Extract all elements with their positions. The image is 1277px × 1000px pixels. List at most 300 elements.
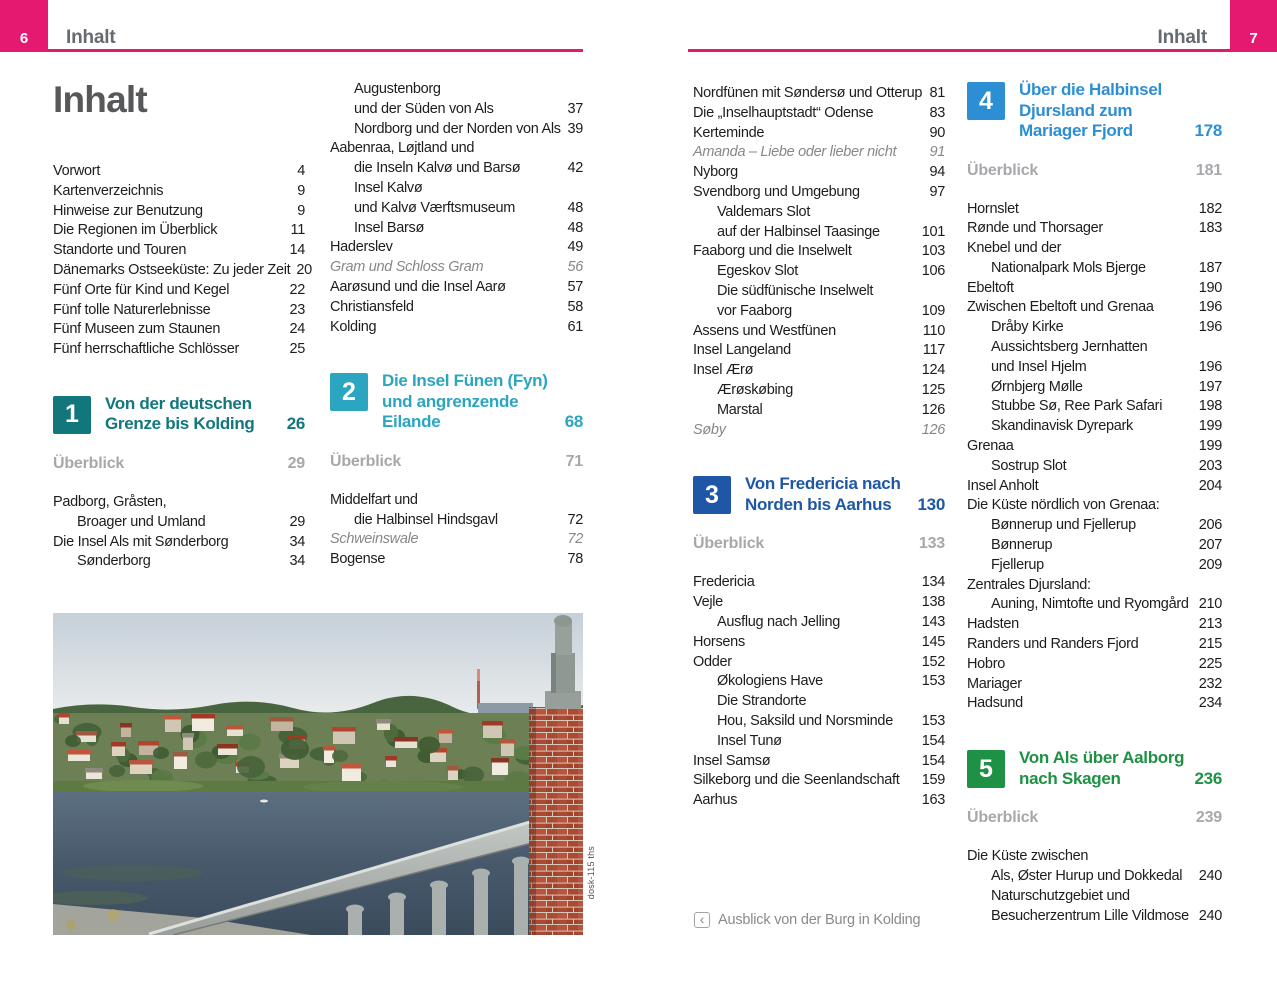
toc-row — [693, 752, 945, 772]
photo-sky — [53, 613, 583, 717]
toc-row — [967, 516, 1222, 536]
toc-column-left-2 — [330, 80, 583, 570]
toc-row — [330, 298, 583, 318]
toc-row — [693, 322, 945, 342]
toc-row — [967, 318, 1222, 338]
section-title — [745, 474, 945, 515]
toc-entry-label: Fünf tolle Naturerlebnisse — [53, 301, 211, 318]
section-page-number: 236 — [1194, 768, 1222, 788]
toc-entry-label: Ausflug nach Jelling — [717, 613, 840, 630]
toc-row — [967, 595, 1222, 615]
toc-entry-page: 213 — [1198, 616, 1222, 633]
section-heading — [693, 476, 945, 515]
toc-entry-label: Kerteminde — [693, 124, 765, 141]
overview-label: Überblick — [53, 454, 125, 472]
page-title: Inhalt — [53, 79, 147, 120]
section-title-line — [382, 392, 583, 413]
toc-rows — [53, 162, 312, 360]
toc-entry-page: 154 — [921, 752, 945, 769]
toc-entry-label: Ærøskøbing — [717, 381, 793, 398]
toc-row — [53, 533, 305, 553]
toc-entry-label: Hadsund — [967, 695, 1023, 712]
toc-rows — [693, 84, 945, 440]
toc-row — [330, 179, 583, 199]
toc-row — [967, 200, 1222, 220]
toc-entry-page: 48 — [567, 219, 583, 236]
caption-text: Ausblick von der Burg in Kolding — [718, 912, 921, 928]
toc-row — [967, 378, 1222, 398]
toc-entry-label: Hou, Saksild und Norsminde — [717, 712, 893, 729]
toc-entry-page: 109 — [921, 302, 945, 319]
small-boat — [260, 800, 268, 803]
toc-entry-label: Insel Kalvø — [354, 179, 423, 196]
toc-entry-page: 39 — [567, 120, 583, 137]
toc-entry-page: 196 — [1198, 358, 1222, 375]
toc-entry-label: Sostrup Slot — [991, 457, 1067, 474]
toc-entry-label: Hadsten — [967, 616, 1019, 633]
toc-row — [693, 124, 945, 144]
section-title-line — [382, 412, 583, 433]
toc-rows — [693, 573, 945, 811]
toc-entry-page: 126 — [921, 421, 945, 438]
toc-entry-page: 210 — [1198, 596, 1222, 613]
toc-row — [693, 104, 945, 124]
toc-entry-page: 103 — [921, 243, 945, 260]
page-number: 7 — [1249, 30, 1258, 47]
toc-entry-page: 187 — [1198, 259, 1222, 276]
section-title-text: Eilande — [382, 412, 441, 432]
toc-row — [967, 239, 1222, 259]
toc-row — [693, 262, 945, 282]
toc-row — [693, 653, 945, 673]
toc-row — [53, 513, 305, 533]
toc-entry-label: Bogense — [330, 551, 386, 568]
toc-entry-label: Skandinavisk Dyrepark — [991, 418, 1133, 435]
section-number-badge: 3 — [693, 476, 731, 514]
toc-row — [693, 163, 945, 183]
toc-entry-label: Die Küste nördlich von Grenaa: — [967, 497, 1160, 514]
toc-row — [693, 712, 945, 732]
toc-row — [693, 732, 945, 752]
section-title-text: und angrenzende — [382, 391, 519, 411]
overview-page-number: 133 — [918, 535, 945, 553]
toc-entry-page: 34 — [289, 533, 305, 550]
section-number-badge: 4 — [967, 82, 1005, 120]
section-title — [1019, 80, 1222, 142]
toc-entry-label: auf der Halbinsel Taasinge — [717, 223, 880, 240]
section-title-text: Von Als über Aalborg — [1019, 748, 1185, 768]
overview-label: Überblick — [967, 161, 1039, 179]
toc-entry-label: Ørnbjerg Mølle — [991, 378, 1083, 395]
toc-entry-label: Egeskov Slot — [717, 263, 799, 280]
toc-row — [330, 550, 583, 570]
toc-entry-label: Dänemarks Ostseeküste: Zu jeder Zeit — [53, 261, 291, 278]
overview-page-number: 181 — [1195, 161, 1222, 179]
toc-rows — [967, 200, 1222, 715]
toc-entry-label: Randers und Randers Fjord — [967, 636, 1139, 653]
toc-entry-label: Vejle — [693, 594, 723, 611]
toc-row — [967, 675, 1222, 695]
toc-entry-label: Als, Øster Hurup und Dokkedal — [991, 868, 1183, 885]
toc-entry-label: Die Strandorte — [717, 693, 807, 710]
section-title-text: Von der deutschen — [105, 393, 252, 413]
toc-entry-page: 196 — [1198, 299, 1222, 316]
toc-entry-page: 81 — [929, 85, 945, 101]
toc-column-right-1 — [693, 84, 945, 811]
toc-entry-label: Aarhus — [693, 792, 738, 809]
section-title-line — [745, 474, 945, 495]
toc-entry-page: 20 — [296, 261, 312, 278]
section-title-text: nach Skagen — [1019, 768, 1121, 788]
toc-entry-page: 57 — [567, 278, 583, 295]
section-title-text: Über die Halbinsel — [1019, 80, 1162, 99]
toc-row — [693, 183, 945, 203]
toc-entry-label: Fünf Museen zum Staunen — [53, 321, 221, 338]
toc-row — [967, 556, 1222, 576]
toc-entry-label: Stubbe Sø, Ree Park Safari — [991, 398, 1163, 415]
toc-entry-label: und Kalvø Værftsmuseum — [354, 199, 516, 216]
toc-row — [693, 593, 945, 613]
toc-entry-page: 182 — [1198, 200, 1222, 217]
toc-entry-page: 138 — [921, 594, 945, 611]
toc-entry-page: 61 — [567, 318, 583, 335]
toc-entry-label: Padborg, Gråsten, — [53, 493, 167, 510]
toc-entry-page: 97 — [929, 183, 945, 200]
toc-row — [967, 338, 1222, 358]
toc-entry-label: und der Süden von Als — [354, 100, 494, 117]
toc-row — [967, 219, 1222, 239]
toc-entry-label: vor Faaborg — [717, 302, 792, 319]
toc-entry-page: 37 — [567, 100, 583, 117]
toc-row — [967, 417, 1222, 437]
toc-row — [330, 139, 583, 159]
section-title — [1019, 748, 1222, 789]
toc-row — [693, 341, 945, 361]
toc-entry-page: 101 — [921, 223, 945, 240]
toc-row — [330, 199, 583, 219]
toc-entry-page: 78 — [567, 551, 583, 568]
toc-row — [53, 552, 305, 572]
toc-entry-page: 206 — [1198, 517, 1222, 534]
photo-caption — [694, 912, 920, 928]
section-heading — [967, 750, 1222, 789]
section-title-line — [105, 394, 305, 415]
page-number-box-right — [1230, 0, 1277, 52]
section-heading — [53, 393, 305, 435]
toc-entry-page: 14 — [289, 242, 305, 259]
toc-row — [693, 613, 945, 633]
toc-entry-page: 23 — [289, 301, 305, 318]
toc-entry-label: Nordborg und der Norden von Als — [354, 120, 561, 137]
section-title-line — [1019, 121, 1222, 142]
page-number-box-left — [0, 0, 48, 52]
toc-entry-label: Zwischen Ebeltoft und Grenaa — [967, 299, 1154, 316]
toc-entry-label: Middelfart und — [330, 491, 418, 508]
toc-row — [693, 633, 945, 653]
section-title-line — [1019, 748, 1222, 769]
toc-entry-label: Kolding — [330, 318, 377, 335]
overview-row — [330, 453, 583, 471]
toc-entry-page: 58 — [567, 298, 583, 315]
toc-entry-label: Hinweise zur Benutzung — [53, 202, 203, 219]
toc-entry-label: Aabenraa, Løjtland und — [330, 140, 475, 157]
toc-entry-label: Schweinswale — [330, 531, 419, 548]
running-header-right: Inhalt — [1157, 27, 1207, 48]
toc-rows — [53, 493, 305, 572]
toc-entry-page: 22 — [289, 281, 305, 298]
toc-row — [693, 421, 945, 441]
toc-entry-page: 124 — [921, 362, 945, 379]
section-title-line — [1019, 769, 1222, 790]
toc-row — [330, 219, 583, 239]
toc-entry-label: Faaborg und die Inselwelt — [693, 243, 852, 260]
toc-entry-page: 163 — [921, 792, 945, 809]
toc-entry-label: Hornslet — [967, 200, 1019, 217]
toc-entry-label: Aussichtsberg Jernhatten — [991, 339, 1148, 356]
toc-row — [967, 694, 1222, 714]
toc-entry-page: 125 — [921, 381, 945, 398]
toc-entry-page: 209 — [1198, 556, 1222, 573]
toc-row — [967, 615, 1222, 635]
toc-entry-label: Haderslev — [330, 239, 393, 256]
toc-entry-label: Fredericia — [693, 574, 755, 591]
toc-entry-label: Besucherzentrum Lille Vildmose — [991, 907, 1189, 924]
toc-entry-label: Bønnerup — [991, 537, 1053, 554]
toc-entry-page: 117 — [922, 342, 945, 359]
toc-entry-page: 134 — [921, 574, 945, 591]
toc-row — [967, 259, 1222, 279]
toc-entry-label: Christiansfeld — [330, 298, 414, 315]
toc-entry-label: Vorwort — [53, 163, 101, 179]
toc-entry-label: Insel Langeland — [693, 342, 791, 359]
toc-entry-label: und Insel Hjelm — [991, 358, 1087, 375]
toc-entry-label: Marstal — [717, 401, 763, 418]
toc-entry-label: Aarøsund und die Insel Aarø — [330, 278, 506, 295]
toc-entry-page: 9 — [297, 182, 305, 199]
toc-entry-page: 9 — [297, 202, 305, 219]
toc-entry-label: Nordfünen mit Søndersø und Otterup — [693, 85, 923, 101]
section-title-text: Mariager Fjord — [1019, 121, 1133, 140]
toc-entry-label: Naturschutzgebiet und — [991, 887, 1130, 904]
toc-entry-page: 225 — [1198, 655, 1222, 672]
section-title-line — [105, 414, 305, 435]
toc-row — [53, 241, 305, 261]
overview-row — [53, 455, 305, 473]
toc-row — [330, 491, 583, 511]
toc-entry-page: 159 — [921, 772, 945, 789]
toc-row — [693, 692, 945, 712]
section-page-number: 130 — [917, 494, 945, 514]
toc-entry-page: 91 — [929, 144, 945, 161]
section-title-line — [745, 495, 945, 516]
toc-row — [53, 340, 305, 360]
toc-entry-page: 153 — [921, 712, 945, 729]
overview-row — [693, 535, 945, 553]
toc-entry-label: Horsens — [693, 633, 745, 650]
toc-entry-page: 126 — [921, 401, 945, 418]
pillar-ornament — [545, 691, 581, 709]
toc-row — [967, 635, 1222, 655]
toc-entry-page: 48 — [567, 199, 583, 216]
toc-entry-page: 24 — [289, 321, 305, 338]
toc-entry-label: Auning, Nimtofte und Ryomgård — [991, 596, 1189, 613]
toc-row — [967, 397, 1222, 417]
toc-entry-label: Nationalpark Mols Bjerge — [991, 259, 1146, 276]
section-title — [105, 394, 305, 435]
toc-row — [330, 238, 583, 258]
toc-entry-label: Mariager — [967, 675, 1022, 692]
toc-entry-label: Die Regionen im Überblick — [53, 222, 218, 239]
toc-row — [53, 261, 312, 281]
toc-row — [53, 162, 305, 182]
toc-entry-page: 143 — [921, 613, 945, 630]
toc-entry-label: Die „Inselhauptstadt“ Odense — [693, 104, 874, 121]
toc-entry-page: 240 — [1198, 868, 1222, 885]
toc-row — [967, 496, 1222, 516]
toc-row — [330, 530, 583, 550]
toc-entry-page: 199 — [1198, 438, 1222, 455]
toc-entry-label: Sønderborg — [77, 553, 151, 570]
overview-row — [967, 809, 1222, 827]
overview-label: Überblick — [330, 452, 402, 470]
section-number-badge: 5 — [967, 750, 1005, 788]
toc-entry-label: die Halbinsel Hindsgavl — [354, 511, 498, 528]
toc-entry-label: Die Insel Als mit Sønderborg — [53, 533, 229, 550]
toc-entry-label: Silkeborg und die Seenlandschaft — [693, 772, 900, 789]
toc-entry-label: Søby — [693, 421, 726, 438]
section-title-line — [1019, 80, 1222, 101]
toc-entry-label: Insel Ærø — [693, 362, 754, 379]
toc-row — [693, 223, 945, 243]
toc-row — [330, 511, 583, 531]
toc-entry-page: 240 — [1198, 907, 1222, 924]
toc-row — [330, 278, 583, 298]
toc-entry-label: Zentrales Djursland: — [967, 576, 1091, 593]
header-rule-left — [48, 49, 583, 52]
section-page-number: 26 — [286, 414, 305, 434]
toc-entry-label: Hobro — [967, 655, 1005, 672]
toc-row — [967, 279, 1222, 299]
toc-row — [693, 401, 945, 421]
toc-entry-label: Insel Samsø — [693, 752, 771, 769]
toc-entry-page: 207 — [1198, 537, 1222, 554]
toc-entry-page: 56 — [567, 259, 583, 276]
photo-illustration — [53, 613, 583, 935]
toc-row — [693, 361, 945, 381]
toc-entry-label: Augustenborg — [354, 81, 441, 97]
section-title-text: Von Fredericia nach — [745, 474, 901, 494]
toc-row — [967, 887, 1222, 907]
section-title-text: Grenze bis Kolding — [105, 414, 255, 434]
overview-page-number: 71 — [565, 452, 583, 470]
section-page-number: 178 — [1194, 121, 1222, 140]
toc-entry-page: 83 — [929, 104, 945, 121]
toc-entry-page: 199 — [1198, 418, 1222, 435]
toc-row — [693, 302, 945, 322]
toc-entry-label: Valdemars Slot — [717, 203, 811, 220]
toc-entry-page: 204 — [1198, 477, 1222, 494]
toc-row — [693, 791, 945, 811]
toc-row — [330, 318, 583, 338]
toc-entry-page: 145 — [921, 633, 945, 650]
toc-entry-label: Insel Tunø — [717, 732, 782, 749]
toc-entry-page: 232 — [1198, 675, 1222, 692]
header-rule-right — [688, 49, 1230, 52]
toc-entry-page: 183 — [1198, 220, 1222, 237]
toc-entry-page: 90 — [929, 124, 945, 141]
toc-entry-label: Grenaa — [967, 438, 1014, 455]
toc-entry-label: Die Küste zwischen — [967, 848, 1089, 865]
toc-row — [53, 493, 305, 513]
toc-entry-label: Fünf Orte für Kind und Kegel — [53, 281, 230, 298]
toc-row — [967, 437, 1222, 457]
toc-row — [693, 573, 945, 593]
toc-entry-page: 152 — [921, 653, 945, 670]
toc-entry-label: Standorte und Touren — [53, 242, 187, 259]
section-title-line — [1019, 101, 1222, 122]
section-heading — [967, 82, 1222, 142]
toc-entry-page: 154 — [921, 732, 945, 749]
toc-entry-page: 72 — [567, 531, 583, 548]
toc-row — [53, 281, 305, 301]
toc-row — [693, 282, 945, 302]
toc-entry-label: Nyborg — [693, 164, 738, 181]
toc-entry-label: Svendborg und Umgebung — [693, 183, 860, 200]
toc-entry-page: 198 — [1198, 398, 1222, 415]
toc-entry-label: Odder — [693, 653, 732, 670]
section-number-badge: 1 — [53, 396, 91, 434]
toc-row — [967, 576, 1222, 596]
toc-entry-page: 196 — [1198, 319, 1222, 336]
overview-row — [967, 162, 1222, 180]
toc-entry-label: Assens und Westfünen — [693, 322, 836, 339]
toc-column-left-1 — [53, 79, 312, 572]
toc-row — [330, 159, 583, 179]
toc-entry-label: Broager und Umland — [77, 513, 206, 530]
running-header-left: Inhalt — [66, 27, 116, 48]
toc-row — [967, 477, 1222, 497]
toc-entry-page: 203 — [1198, 457, 1222, 474]
toc-row — [693, 84, 945, 104]
toc-entry-label: Die südfünische Inselwelt — [717, 282, 874, 299]
section-number-badge: 2 — [330, 373, 368, 411]
section-title-text: Djursland zum — [1019, 100, 1133, 120]
overview-page-number: 239 — [1195, 809, 1222, 827]
toc-row — [967, 536, 1222, 556]
toc-rows — [967, 847, 1222, 926]
toc-entry-page: 29 — [289, 513, 305, 530]
toc-entry-page: 197 — [1198, 378, 1222, 395]
toc-entry-label: Amanda – Liebe oder lieber nicht — [693, 144, 897, 161]
toc-entry-label: Knebel und der — [967, 240, 1062, 257]
toc-row — [330, 80, 583, 100]
toc-entry-label: Ebeltoft — [967, 279, 1014, 296]
toc-row — [967, 358, 1222, 378]
section-title-text: Norden bis Aarhus — [745, 494, 892, 514]
section-page-number: 68 — [564, 412, 583, 432]
toc-entry-label: die Inseln Kalvø und Barsø — [354, 160, 521, 177]
toc-entry-page: 11 — [290, 222, 305, 239]
section-title-text: Die Insel Fünen (Fyn) — [382, 371, 548, 391]
section-title — [382, 371, 583, 433]
photo-credit: dosk-115 ths — [586, 846, 596, 900]
toc-row — [330, 100, 583, 120]
toc-row — [967, 847, 1222, 867]
toc-row — [967, 655, 1222, 675]
toc-entry-label: Økologiens Have — [717, 673, 823, 690]
section-heading — [330, 373, 583, 433]
toc-entry-page: 72 — [567, 511, 583, 528]
